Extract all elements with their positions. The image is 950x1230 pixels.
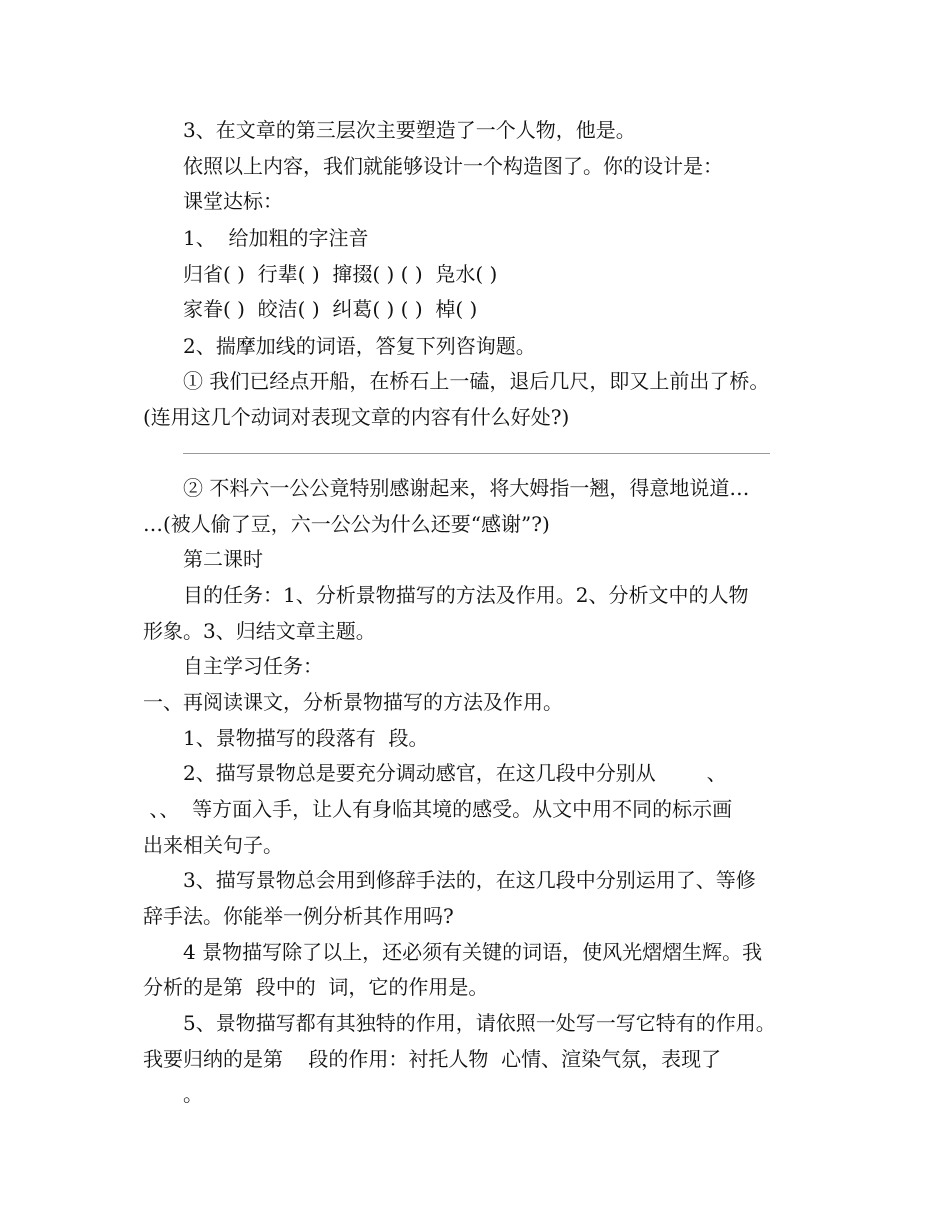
text-line: 一、再阅读课文，分析景物描写的方法及作用。: [143, 690, 563, 714]
section-heading: 自主学习任务：: [183, 654, 323, 678]
text-line: …(被人偷了豆，六一公公为什么还要“感谢”?): [143, 512, 550, 536]
text-line: 形象。3、归结文章主题。: [143, 619, 376, 643]
text-line: 2、揣摩加线的词语，答复下列咨询题。: [183, 334, 536, 358]
text-line: 辞手法。你能举一例分析其作用吗?: [143, 904, 454, 928]
text-line: 出来相关句子。: [143, 833, 283, 857]
text-line: 4 景物描写除了以上，还必须有关键的词语，使风光熠熠生辉。我: [183, 940, 763, 964]
answer-rule-line: [183, 453, 770, 454]
text-line: (连用这几个动词对表现文章的内容有什么好处?): [143, 405, 570, 429]
text-line: 3、描写景物总会用到修辞手法的，在这几段中分别运用了、等修: [183, 868, 756, 892]
text-line: 归省( ) 行辈( ) 撺掇( ) ( ) 凫水( ): [183, 262, 498, 286]
text-line: 。: [183, 1082, 203, 1106]
section-heading: 第二课时: [183, 547, 263, 571]
section-heading: 课堂达标：: [183, 189, 283, 213]
text-line: 依照以上内容，我们就能够设计一个构造图了。你的设计是：: [183, 154, 723, 178]
text-line: 分析的是第 段中的 词，它的作用是。: [143, 975, 489, 999]
text-line: ② 不料六一公公竟特别感谢起来，将大姆指一翘，得意地说道…: [183, 476, 750, 500]
text-line: ① 我们已经点开船，在桥石上一磕，退后几尺，即又上前出了桥。: [183, 369, 770, 393]
text-line: 我要归纳的是第 段的作用：衬托人物 心情、渲染气氛，表现了: [143, 1047, 722, 1071]
text-line: 1、 给加粗的字注音: [183, 226, 369, 250]
text-line: 3、在文章的第三层次主要塑造了一个人物，他是。: [183, 118, 636, 142]
text-line: 、、 等方面入手，让人有身临其境的感受。从文中用不同的标示画: [143, 797, 733, 821]
text-line: 5、景物描写都有其独特的作用，请依照一处写一写它特有的作用。: [183, 1011, 776, 1035]
text-line: 家眷( ) 皎洁( ) 纠葛( ) ( ) 棹( ): [183, 297, 478, 321]
text-line: 1、景物描写的段落有 段。: [183, 726, 429, 750]
text-line: 2、描写景物总是要充分调动感官，在这几段中分别从 、: [183, 761, 727, 785]
text-line: 目的任务：1、分析景物描写的方法及作用。2、分析文中的人物: [183, 583, 749, 607]
